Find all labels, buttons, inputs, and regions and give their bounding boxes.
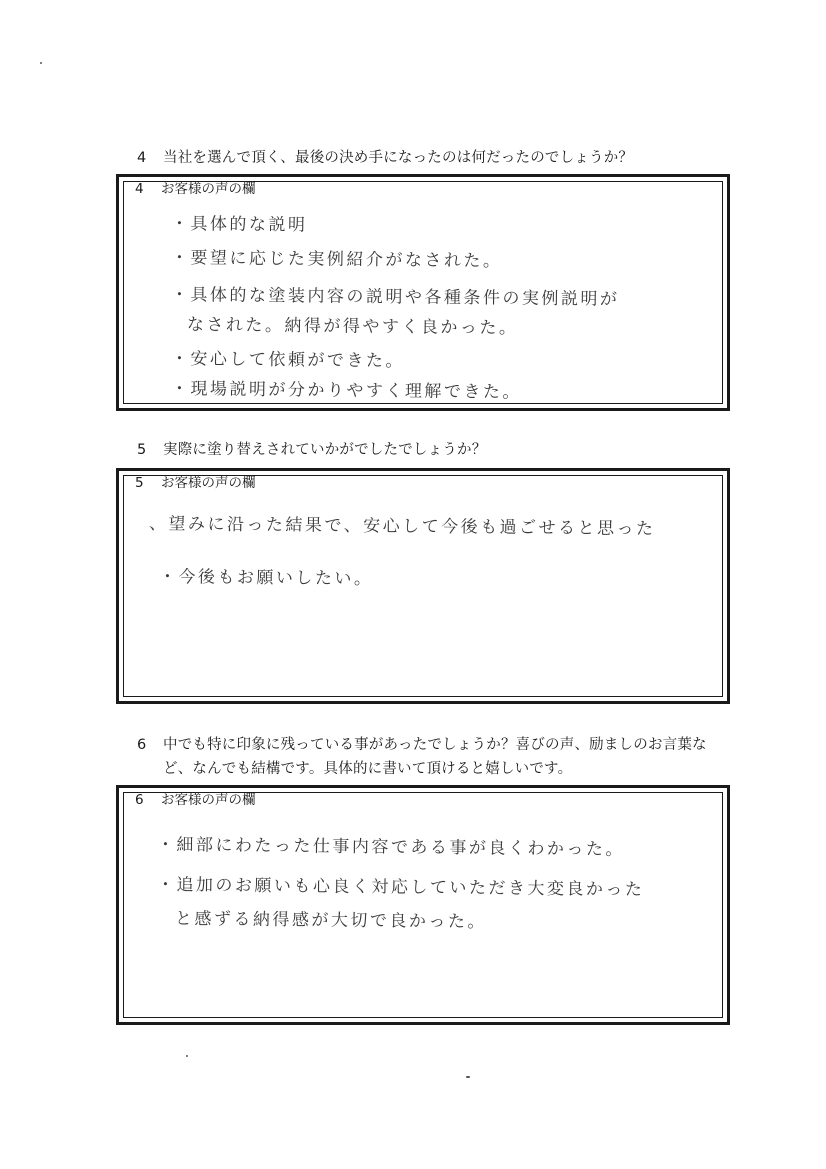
answer-box-4 [116, 174, 730, 411]
handwritten-answer-line: ・具体的な説明 [170, 214, 308, 236]
question-number: 5 [137, 442, 147, 458]
answer-box-5 [116, 468, 730, 704]
question-text-line-2: ど、なんでも結構です。具体的に書いて頂けると嬉しいです。 [163, 761, 573, 777]
question-number: 6 [137, 737, 147, 753]
handwritten-answer-line: ・現場説明が分かりやすく理解できた。 [170, 379, 523, 403]
question-4 [137, 146, 633, 170]
box-header [135, 474, 256, 492]
answer-box-6 [116, 785, 730, 1025]
question-5 [137, 438, 486, 462]
question-6 [137, 733, 707, 781]
handwritten-answer-line: ・具体的な塗装内容の説明や各種条件の実例説明が [170, 285, 620, 310]
box-header-number: 5 [135, 475, 144, 491]
handwritten-answer-line: と感ずる納得感が大切で良かった。 [174, 909, 488, 933]
question-text: 当社を選んで頂く、最後の決め手になったのは何だったのでしょうか？ [163, 150, 634, 166]
scan-speck [466, 1076, 470, 1078]
box-header-number: 4 [135, 181, 144, 197]
handwritten-answer-line: ・今後もお願いしたい。 [158, 567, 374, 590]
handwritten-answer-line: ・要望に応じた実例紹介がなされた。 [170, 248, 503, 272]
handwritten-answer-line: ・追加のお願いも心良く対応していただき大変良かった [156, 875, 645, 901]
question-text: 実際に塗り替えされていかがでしたでしょうか？ [163, 442, 487, 458]
question-text-line-1: 中でも特に印象に残っている事があったでしょうか？喜びの声、励ましのお言葉な [163, 737, 707, 753]
handwritten-answer-line: 、望みに沿った結果で、安心して今後も過ごせると思った [148, 514, 656, 540]
question-number: 4 [137, 150, 147, 166]
box-header-label: お客様の声の欄 [161, 475, 256, 491]
box-header-label: お客様の声の欄 [161, 792, 256, 808]
box-header-number: 6 [135, 792, 144, 808]
box-header [135, 791, 256, 809]
scan-speck [40, 62, 42, 64]
scan-speck [186, 1055, 188, 1057]
handwritten-answer-line: ・細部にわたった仕事内容である事が良くわかった。 [156, 835, 626, 860]
handwritten-answer-line: ・安心して依頼ができた。 [170, 349, 406, 372]
box-header-label: お客様の声の欄 [161, 181, 256, 197]
handwritten-answer-line: なされた。納得が得やすく良かった。 [186, 315, 519, 339]
box-header [135, 180, 256, 198]
